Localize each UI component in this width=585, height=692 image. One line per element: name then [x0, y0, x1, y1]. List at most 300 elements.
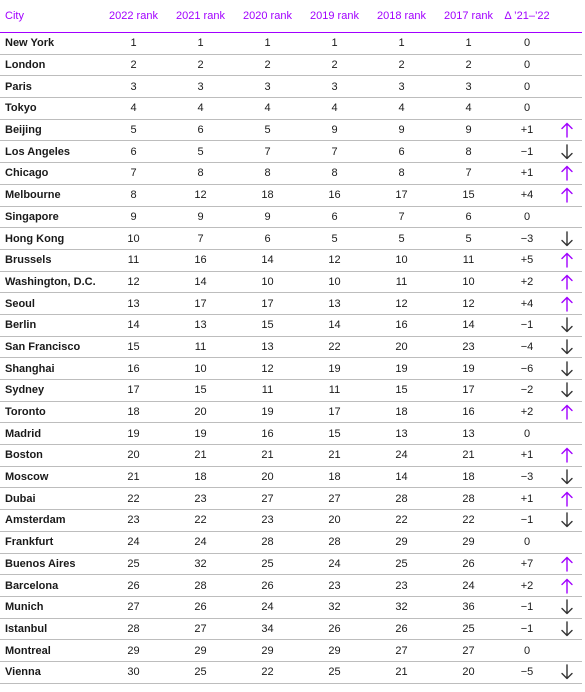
arrow-up-icon	[561, 296, 573, 312]
delta-cell: +1	[520, 449, 534, 462]
trend-cell	[552, 380, 582, 402]
rank-2021-cell: 14	[194, 275, 207, 288]
city-name: Madrid	[5, 427, 42, 440]
city-name: Seoul	[5, 297, 35, 310]
rank-2019-cell: 12	[328, 254, 341, 267]
arrow-up-icon	[561, 447, 573, 463]
rank-2018-cell: 11	[395, 275, 408, 288]
rank-2017-cell: 27	[462, 644, 475, 657]
rank-2020-cell: 24	[261, 601, 274, 614]
rank-2021-cell: 22	[194, 514, 207, 527]
trend-cell	[552, 119, 582, 141]
arrow-up-icon	[561, 404, 573, 420]
rank-2018-cell: 22	[395, 514, 408, 527]
rank-2017-cell: 25	[462, 622, 475, 635]
city-name: Amsterdam	[5, 514, 66, 527]
rank-2017-cell: 21	[462, 449, 475, 462]
rank-2018-cell: 28	[395, 492, 408, 505]
arrow-down-icon	[561, 231, 573, 247]
rank-2022-cell: 18	[127, 406, 140, 419]
header-delta: Δ ’21–’22	[504, 10, 550, 22]
rank-2022-cell: 27	[127, 601, 140, 614]
city-name: Montreal	[5, 644, 51, 657]
rank-2021-cell: 21	[194, 449, 207, 462]
trend-cell	[552, 98, 582, 120]
delta-cell: −4	[520, 340, 534, 353]
delta-cell: −1	[520, 514, 534, 527]
rank-2020-cell: 34	[261, 622, 274, 635]
rank-2021-cell: 29	[194, 644, 207, 657]
rank-2020-cell: 22	[261, 666, 274, 679]
delta-cell: 0	[523, 102, 531, 115]
table-row	[0, 184, 582, 206]
rank-2017-cell: 4	[465, 102, 472, 115]
rank-2022-cell: 28	[127, 622, 140, 635]
header-city: City	[5, 10, 24, 22]
table-row	[0, 618, 582, 640]
city-name: Moscow	[5, 471, 49, 484]
rank-2018-cell: 1	[398, 37, 405, 50]
city-name: Los Angeles	[5, 145, 70, 158]
rank-2018-cell: 32	[395, 601, 408, 614]
header-2017-rank: 2017 rank	[444, 10, 493, 22]
rank-2022-cell: 2	[130, 59, 137, 72]
rank-2018-cell: 20	[395, 340, 408, 353]
rank-2021-cell: 2	[197, 59, 204, 72]
city-name: Sydney	[5, 384, 45, 397]
delta-cell: 0	[523, 427, 531, 440]
trend-cell	[552, 54, 582, 76]
arrow-up-icon	[561, 578, 573, 594]
delta-cell: +5	[520, 254, 534, 267]
arrow-up-icon	[561, 122, 573, 138]
rank-2017-cell: 22	[462, 514, 475, 527]
rank-2018-cell: 25	[395, 557, 408, 570]
table-body	[0, 33, 582, 684]
city-name: Shanghai	[5, 362, 55, 375]
rank-2020-cell: 7	[264, 145, 271, 158]
rank-2017-cell: 1	[465, 37, 472, 50]
trend-cell	[552, 314, 582, 336]
table-row	[0, 445, 582, 467]
rank-2022-cell: 22	[127, 492, 140, 505]
rank-2020-cell: 8	[264, 167, 271, 180]
rank-2018-cell: 27	[395, 644, 408, 657]
rank-2019-cell: 25	[328, 666, 341, 679]
rank-2018-cell: 4	[398, 102, 405, 115]
table-row	[0, 33, 582, 55]
header-row	[0, 0, 582, 33]
rank-2019-cell: 27	[328, 492, 341, 505]
rank-2017-cell: 9	[465, 124, 472, 137]
rank-2022-cell: 25	[127, 557, 140, 570]
table-row	[0, 380, 582, 402]
rank-2021-cell: 23	[194, 492, 207, 505]
rank-2019-cell: 26	[328, 622, 341, 635]
rank-2021-cell: 17	[194, 297, 207, 310]
rank-2022-cell: 16	[127, 362, 140, 375]
trend-cell	[552, 640, 582, 662]
table-row	[0, 575, 582, 597]
rank-2021-cell: 32	[194, 557, 207, 570]
rank-2017-cell: 16	[462, 406, 475, 419]
rank-2022-cell: 19	[127, 427, 140, 440]
rank-2018-cell: 7	[398, 210, 405, 223]
rank-2019-cell: 4	[331, 102, 338, 115]
rank-2018-cell: 9	[398, 124, 405, 137]
rank-2017-cell: 5	[465, 232, 472, 245]
city-name: Brussels	[5, 254, 52, 267]
rank-2017-cell: 24	[462, 579, 475, 592]
rank-2018-cell: 13	[395, 427, 408, 440]
trend-cell	[552, 206, 582, 228]
delta-cell: +2	[520, 579, 534, 592]
rank-2020-cell: 16	[261, 427, 274, 440]
delta-cell: 0	[523, 59, 531, 72]
city-name: Munich	[5, 601, 44, 614]
rank-2019-cell: 2	[331, 59, 338, 72]
trend-cell	[552, 661, 582, 683]
delta-cell: −3	[520, 471, 534, 484]
rank-2019-cell: 6	[331, 210, 338, 223]
city-name: London	[5, 59, 46, 72]
city-name: Melbourne	[5, 189, 61, 202]
rank-2018-cell: 16	[395, 319, 408, 332]
rank-2022-cell: 20	[127, 449, 140, 462]
rank-2020-cell: 27	[261, 492, 274, 505]
delta-cell: +1	[520, 492, 534, 505]
rank-2017-cell: 14	[462, 319, 475, 332]
rank-2019-cell: 21	[328, 449, 341, 462]
rank-2021-cell: 13	[194, 319, 207, 332]
city-name: Paris	[5, 80, 32, 93]
rank-2022-cell: 4	[130, 102, 137, 115]
trend-cell	[552, 271, 582, 293]
city-name: New York	[5, 37, 55, 50]
rank-2020-cell: 4	[264, 102, 271, 115]
rank-2022-cell: 17	[127, 384, 140, 397]
table-row	[0, 163, 582, 185]
rank-2019-cell: 9	[331, 124, 338, 137]
city-name: Barcelona	[5, 579, 59, 592]
rank-2019-cell: 29	[328, 644, 341, 657]
rank-2022-cell: 8	[130, 189, 137, 202]
rank-2021-cell: 25	[194, 666, 207, 679]
rank-2020-cell: 9	[264, 210, 271, 223]
rank-2022-cell: 7	[130, 167, 137, 180]
city-name: Boston	[5, 449, 43, 462]
arrow-up-icon	[561, 491, 573, 507]
arrow-down-icon	[561, 469, 573, 485]
rank-2017-cell: 13	[462, 427, 475, 440]
rank-2020-cell: 3	[264, 80, 271, 93]
delta-cell: +4	[520, 297, 534, 310]
delta-cell: 0	[523, 210, 531, 223]
table-row	[0, 98, 582, 120]
arrow-down-icon	[561, 144, 573, 160]
rank-2020-cell: 23	[261, 514, 274, 527]
rank-2018-cell: 12	[395, 297, 408, 310]
rank-2017-cell: 18	[462, 471, 475, 484]
rank-2020-cell: 11	[261, 384, 274, 397]
rank-2021-cell: 5	[197, 145, 204, 158]
rank-2020-cell: 13	[261, 340, 274, 353]
trend-cell	[552, 33, 582, 55]
trend-cell	[552, 531, 582, 553]
rank-2022-cell: 14	[127, 319, 140, 332]
rank-2021-cell: 16	[194, 254, 207, 267]
rank-2022-cell: 23	[127, 514, 140, 527]
rank-2019-cell: 1	[331, 37, 338, 50]
rank-2020-cell: 18	[261, 189, 274, 202]
arrow-up-icon	[561, 187, 573, 203]
table-row	[0, 119, 582, 141]
arrow-up-icon	[561, 165, 573, 181]
rank-2022-cell: 11	[127, 254, 140, 267]
rank-2017-cell: 26	[462, 557, 475, 570]
rank-2019-cell: 32	[328, 601, 341, 614]
header-arrow	[552, 0, 582, 33]
trend-cell	[552, 575, 582, 597]
rank-2019-cell: 10	[328, 275, 341, 288]
rank-2022-cell: 13	[127, 297, 140, 310]
rank-2022-cell: 30	[127, 666, 140, 679]
rank-2018-cell: 24	[395, 449, 408, 462]
rank-2017-cell: 11	[462, 254, 475, 267]
table-row	[0, 510, 582, 532]
arrow-down-icon	[561, 382, 573, 398]
rank-2022-cell: 6	[130, 145, 137, 158]
rank-2017-cell: 29	[462, 536, 475, 549]
header-2018-rank: 2018 rank	[377, 10, 426, 22]
rank-2018-cell: 17	[395, 189, 408, 202]
rank-2020-cell: 19	[261, 406, 274, 419]
rank-2021-cell: 9	[197, 210, 204, 223]
rank-2021-cell: 6	[197, 124, 204, 137]
rank-2021-cell: 18	[194, 471, 207, 484]
delta-cell: +1	[520, 167, 534, 180]
rank-2021-cell: 27	[194, 622, 207, 635]
trend-cell	[552, 184, 582, 206]
delta-cell: +4	[520, 189, 534, 202]
trend-cell	[552, 423, 582, 445]
rank-2021-cell: 12	[194, 189, 207, 202]
table-row	[0, 640, 582, 662]
rank-2019-cell: 28	[328, 536, 341, 549]
delta-cell: +2	[520, 275, 534, 288]
rank-2022-cell: 5	[130, 124, 137, 137]
rank-2018-cell: 23	[395, 579, 408, 592]
rank-2020-cell: 10	[261, 275, 274, 288]
city-name: Vienna	[5, 666, 41, 679]
trend-cell	[552, 510, 582, 532]
rank-2019-cell: 22	[328, 340, 341, 353]
table-row	[0, 553, 582, 575]
table-row	[0, 206, 582, 228]
header-2022-rank: 2022 rank	[109, 10, 158, 22]
rank-2018-cell: 10	[395, 254, 408, 267]
rank-2020-cell: 1	[264, 37, 271, 50]
rank-2020-cell: 6	[264, 232, 271, 245]
trend-cell	[552, 466, 582, 488]
rank-2018-cell: 8	[398, 167, 405, 180]
header-2021-rank: 2021 rank	[176, 10, 225, 22]
table-row	[0, 293, 582, 315]
rank-2019-cell: 11	[328, 384, 341, 397]
rank-2020-cell: 12	[261, 362, 274, 375]
rank-2017-cell: 36	[462, 601, 475, 614]
trend-cell	[552, 401, 582, 423]
rank-2021-cell: 10	[194, 362, 207, 375]
delta-cell: +1	[520, 124, 534, 137]
rank-2022-cell: 21	[127, 471, 140, 484]
rank-2017-cell: 8	[465, 145, 472, 158]
rank-2021-cell: 1	[197, 37, 204, 50]
city-name: Berlin	[5, 319, 37, 332]
city-name: Frankfurt	[5, 536, 54, 549]
table-row	[0, 466, 582, 488]
delta-cell: −3	[520, 232, 534, 245]
table-row	[0, 54, 582, 76]
rank-2021-cell: 15	[194, 384, 207, 397]
arrow-down-icon	[561, 664, 573, 680]
trend-cell	[552, 293, 582, 315]
city-name: Chicago	[5, 167, 49, 180]
rank-2022-cell: 26	[127, 579, 140, 592]
rank-2019-cell: 24	[328, 557, 341, 570]
rank-2017-cell: 2	[465, 59, 472, 72]
rank-2019-cell: 20	[328, 514, 341, 527]
city-name: Washington, D.C.	[5, 275, 96, 288]
delta-cell: 0	[523, 80, 531, 93]
rank-2020-cell: 17	[261, 297, 274, 310]
rank-2022-cell: 9	[130, 210, 137, 223]
rank-2021-cell: 19	[194, 427, 207, 440]
delta-cell: +7	[520, 557, 534, 570]
rank-2017-cell: 6	[465, 210, 472, 223]
rank-2019-cell: 16	[328, 189, 341, 202]
header-2020-rank: 2020 rank	[243, 10, 292, 22]
rank-2020-cell: 2	[264, 59, 271, 72]
table-row	[0, 358, 582, 380]
arrow-up-icon	[561, 274, 573, 290]
trend-cell	[552, 249, 582, 271]
trend-cell	[552, 76, 582, 98]
rank-2020-cell: 29	[261, 644, 274, 657]
table-row	[0, 228, 582, 250]
arrow-down-icon	[561, 339, 573, 355]
table-row	[0, 336, 582, 358]
city-name: Tokyo	[5, 102, 37, 115]
delta-cell: −1	[520, 319, 534, 332]
table-row	[0, 423, 582, 445]
header-2019-rank: 2019 rank	[310, 10, 359, 22]
rank-2021-cell: 28	[194, 579, 207, 592]
table-row	[0, 531, 582, 553]
rank-2021-cell: 3	[197, 80, 204, 93]
rank-2020-cell: 14	[261, 254, 274, 267]
delta-cell: −2	[520, 384, 534, 397]
table-row	[0, 488, 582, 510]
rank-2021-cell: 11	[194, 340, 207, 353]
city-name: Dubai	[5, 492, 36, 505]
city-name: Toronto	[5, 406, 46, 419]
rank-2017-cell: 12	[462, 297, 475, 310]
rank-2019-cell: 5	[331, 232, 338, 245]
rank-2018-cell: 19	[395, 362, 408, 375]
arrow-up-icon	[561, 556, 573, 572]
city-name: Singapore	[5, 210, 59, 223]
rank-2021-cell: 8	[197, 167, 204, 180]
delta-cell: −5	[520, 666, 534, 679]
rank-2018-cell: 2	[398, 59, 405, 72]
table-row	[0, 76, 582, 98]
rank-2017-cell: 17	[462, 384, 475, 397]
rank-2017-cell: 10	[462, 275, 475, 288]
rank-2018-cell: 18	[395, 406, 408, 419]
rank-2022-cell: 24	[127, 536, 140, 549]
rank-2018-cell: 26	[395, 622, 408, 635]
table-row	[0, 141, 582, 163]
rank-2021-cell: 7	[197, 232, 204, 245]
table-row	[0, 314, 582, 336]
rank-2019-cell: 15	[328, 427, 341, 440]
rank-2018-cell: 14	[395, 471, 408, 484]
rank-2021-cell: 26	[194, 601, 207, 614]
rank-2017-cell: 28	[462, 492, 475, 505]
rank-2022-cell: 1	[130, 37, 137, 50]
rank-2022-cell: 10	[127, 232, 140, 245]
rank-2018-cell: 15	[395, 384, 408, 397]
delta-cell: −1	[520, 145, 534, 158]
table-row	[0, 661, 582, 683]
city-name: Buenos Aires	[5, 557, 76, 570]
rank-2019-cell: 7	[331, 145, 338, 158]
rank-2019-cell: 8	[331, 167, 338, 180]
city-name: San Francisco	[5, 340, 81, 353]
arrow-up-icon	[561, 252, 573, 268]
trend-cell	[552, 228, 582, 250]
delta-cell: +2	[520, 406, 534, 419]
rank-2019-cell: 13	[328, 297, 341, 310]
arrow-down-icon	[561, 317, 573, 333]
table-row	[0, 249, 582, 271]
trend-cell	[552, 618, 582, 640]
rank-2020-cell: 20	[261, 471, 274, 484]
rank-2017-cell: 23	[462, 340, 475, 353]
trend-cell	[552, 596, 582, 618]
trend-cell	[552, 488, 582, 510]
rank-2022-cell: 12	[127, 275, 140, 288]
rank-2021-cell: 24	[194, 536, 207, 549]
arrow-down-icon	[561, 361, 573, 377]
trend-cell	[552, 445, 582, 467]
rank-2019-cell: 3	[331, 80, 338, 93]
delta-cell: 0	[523, 37, 531, 50]
delta-cell: −6	[520, 362, 534, 375]
rank-2021-cell: 20	[194, 406, 207, 419]
arrow-down-icon	[561, 599, 573, 615]
table-row	[0, 401, 582, 423]
rank-2021-cell: 4	[197, 102, 204, 115]
trend-cell	[552, 553, 582, 575]
rank-2017-cell: 15	[462, 189, 475, 202]
rank-2017-cell: 3	[465, 80, 472, 93]
rank-2018-cell: 5	[398, 232, 405, 245]
delta-cell: −1	[520, 601, 534, 614]
city-name: Beijing	[5, 124, 42, 137]
rank-2022-cell: 29	[127, 644, 140, 657]
